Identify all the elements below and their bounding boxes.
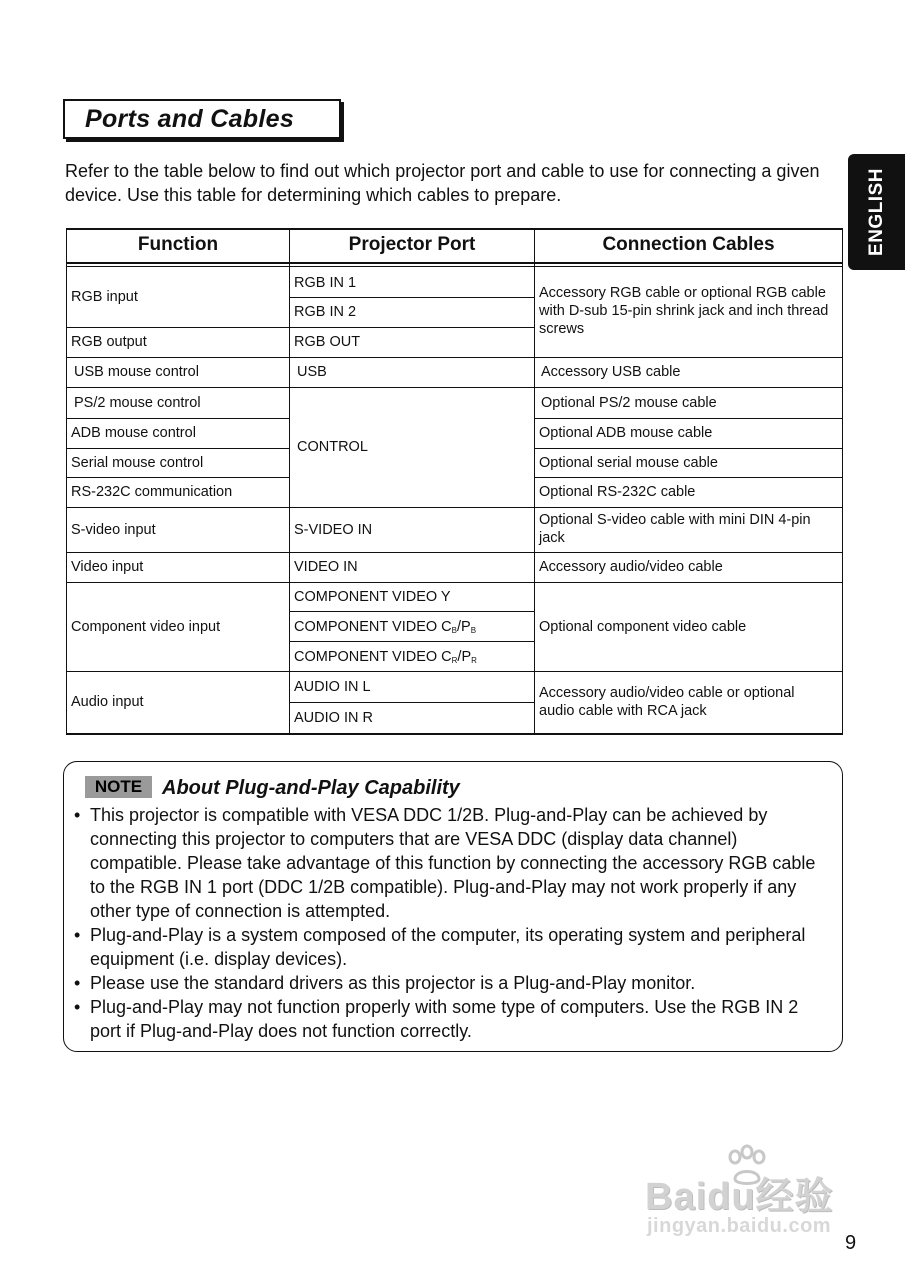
header-function: Function — [137, 234, 219, 255]
cable-cell: Accessory audio/video cable — [539, 559, 723, 575]
function-cell: RGB output — [71, 334, 147, 350]
grid-line — [534, 477, 843, 478]
cable-cell: Optional ADB mouse cable — [539, 425, 713, 441]
port-cell: AUDIO IN L — [294, 679, 371, 695]
note-item-text: Plug-and-Play is a system composed of the computer, its operating system and peripheral equipment (i.e. display devices). — [90, 925, 806, 969]
bullet: • — [74, 925, 81, 945]
port-separator: / — [456, 619, 462, 635]
port-cell: COMPONENT VIDEO Y — [294, 589, 451, 605]
subscript: B — [451, 626, 457, 635]
note-item-text: Please use the standard drivers as this projector is a Plug-and-Play monitor. — [90, 973, 696, 993]
function-cell: Audio input — [71, 694, 144, 710]
port-text: P — [461, 619, 471, 635]
port-cell: RGB OUT — [294, 334, 361, 350]
port-cell: RGB IN 1 — [294, 275, 357, 291]
note-list — [74, 803, 834, 1043]
cable-cell: Optional serial mouse cable — [539, 455, 718, 471]
note-item — [74, 971, 834, 995]
function-cell: RGB input — [71, 289, 138, 305]
grid-line — [66, 262, 843, 264]
function-cell: Serial mouse control — [71, 455, 204, 471]
section-title-box — [63, 99, 341, 139]
grid-line — [66, 448, 289, 449]
page-number: 9 — [845, 1232, 857, 1254]
grid-line — [289, 641, 534, 642]
grid-line — [66, 228, 67, 734]
port-cell: S-VIDEO IN — [294, 522, 373, 538]
subscript: R — [451, 656, 458, 665]
port-text: P — [461, 649, 472, 665]
note-badge: NOTE — [85, 776, 152, 798]
port-text: COMPONENT VIDEO C — [294, 649, 452, 665]
cable-cell: Optional S-video cable with mini DIN 4-pin jack — [539, 512, 811, 546]
port-separator: / — [457, 649, 462, 665]
grid-line — [534, 418, 843, 419]
function-cell: PS/2 mouse control — [74, 395, 201, 411]
grid-line — [66, 507, 843, 508]
port-cell: VIDEO IN — [294, 559, 358, 575]
cable-cell: Optional RS-232C cable — [539, 484, 696, 500]
grid-line — [66, 357, 843, 358]
port-cell-component-cr-pr — [294, 648, 477, 670]
grid-line — [534, 228, 535, 734]
grid-line — [66, 477, 289, 478]
cable-cell: Optional PS/2 mouse cable — [541, 395, 717, 411]
grid-line — [842, 228, 843, 734]
note-item-text: This projector is compatible with VESA DDC 1/2B. Plug-and-Play can be achieved by connecting this projector to computers that are VESA DDC (display data channel) compatible. Please take advantage of this function by connecting the accessory RGB cable to the RGB IN 1 port (DDC 1/2B compatible). Plug-and-Play may not work properly if any other type of connection is attempted. — [90, 805, 816, 921]
bullet: • — [74, 805, 81, 825]
port-cell-component-cb-pb — [294, 618, 476, 640]
grid-line — [66, 582, 843, 583]
port-cell: RGB IN 2 — [294, 304, 357, 320]
grid-line — [66, 387, 843, 388]
function-cell: RS-232C communication — [71, 484, 233, 500]
subscript: B — [470, 626, 477, 635]
grid-line — [289, 702, 534, 703]
grid-line — [66, 733, 843, 735]
function-cell: Video input — [71, 559, 144, 575]
port-text: COMPONENT VIDEO C — [294, 619, 452, 635]
baidu-watermark — [645, 1155, 855, 1245]
grid-line — [66, 327, 534, 328]
language-tab — [848, 154, 905, 270]
section-title: Ports and Cables — [85, 105, 295, 133]
subscript: R — [471, 656, 477, 665]
note-heading: About Plug-and-Play Capability — [162, 777, 460, 799]
watermark-main: Baidu经验 — [645, 1176, 834, 1218]
cable-cell: Accessory audio/video cable or optional audio cable with RCA jack — [539, 685, 795, 719]
note-item — [74, 995, 834, 1043]
cable-cell: Optional component video cable — [539, 619, 747, 635]
grid-line — [66, 671, 843, 672]
bullet: • — [74, 997, 81, 1017]
language-tab-label: ENGLISH — [865, 168, 887, 256]
bullet: • — [74, 973, 81, 993]
port-cell: AUDIO IN R — [294, 710, 373, 726]
function-cell: USB mouse control — [74, 364, 199, 380]
grid-line — [66, 266, 843, 267]
header-projector-port: Projector Port — [348, 234, 476, 255]
note-item-text: Plug-and-Play may not function properly with some type of computers. Use the RGB IN 2 port if Plug-and-Play does not function correctly. — [90, 997, 799, 1041]
note-item — [74, 923, 834, 971]
cable-cell: Accessory USB cable — [541, 364, 681, 380]
port-cell: USB — [297, 364, 327, 380]
intro-paragraph: Refer to the table below to find out which projector port and cable to use for connecting a given device. Use this table for determining which cables to prepare. — [65, 161, 820, 205]
grid-line — [534, 448, 843, 449]
grid-line — [66, 552, 843, 553]
grid-line — [289, 611, 534, 612]
note-item — [74, 803, 834, 923]
function-cell: ADB mouse control — [71, 425, 196, 441]
watermark-url: jingyan.baidu.com — [647, 1215, 832, 1237]
grid-line — [289, 297, 534, 298]
function-cell: S-video input — [71, 522, 156, 538]
header-connection-cables: Connection Cables — [602, 234, 775, 255]
grid-line — [289, 228, 290, 734]
grid-line — [66, 418, 289, 419]
cable-cell: Accessory RGB cable or optional RGB cable with D-sub 15-pin shrink jack and inch thread screws — [539, 285, 829, 337]
port-cell: CONTROL — [297, 439, 368, 455]
function-cell: Component video input — [71, 619, 221, 635]
